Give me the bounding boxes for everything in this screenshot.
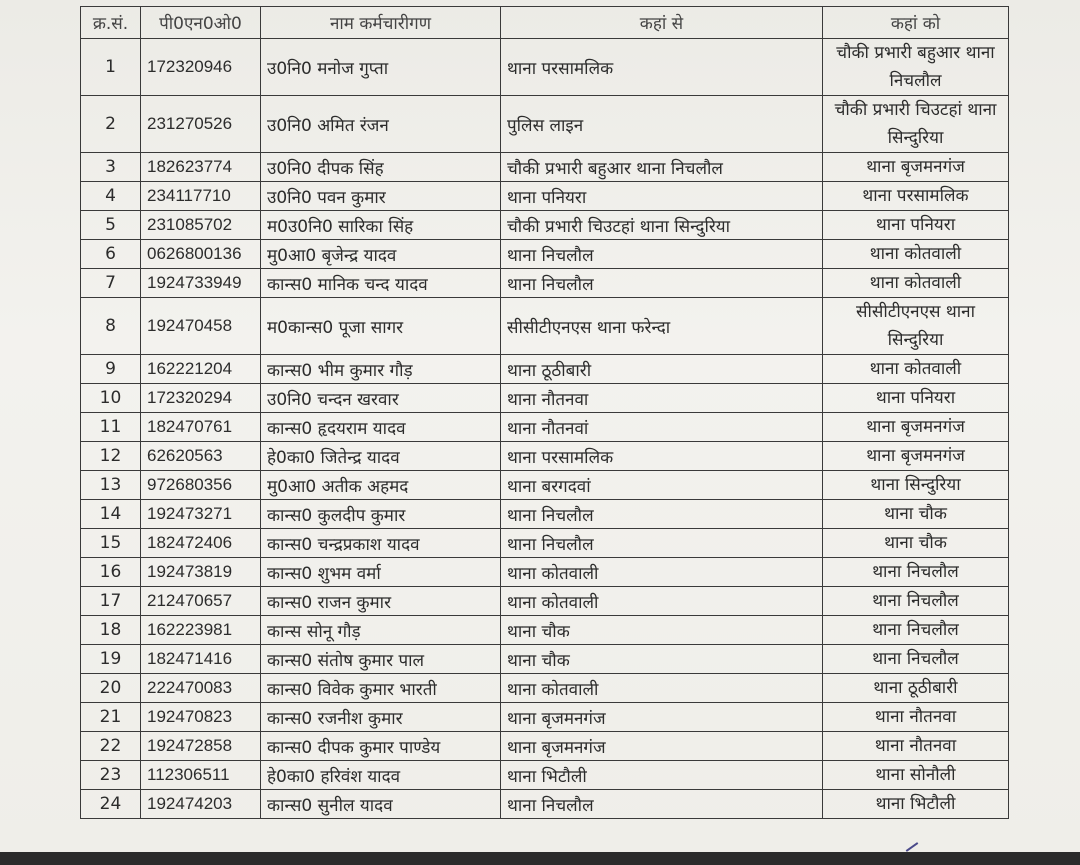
cell-from: चौकी प्रभारी बहुआर थाना निचलौल bbox=[501, 153, 823, 182]
cell-employee-name: उ0नि0 मनोज गुप्ता bbox=[261, 39, 501, 96]
cell-pno: 112306511 bbox=[141, 761, 261, 790]
cell-serial: 6 bbox=[81, 240, 141, 269]
cell-pno: 182470761 bbox=[141, 413, 261, 442]
cell-to: थाना बृजमनगंज bbox=[823, 153, 1009, 182]
cell-employee-name: मु0आ0 अतीक अहमद bbox=[261, 471, 501, 500]
cell-from: चौकी प्रभारी चिउटहां थाना सिन्दुरिया bbox=[501, 211, 823, 240]
cell-pno: 192470823 bbox=[141, 703, 261, 732]
cell-from: थाना निचलौल bbox=[501, 500, 823, 529]
table-row bbox=[81, 211, 1009, 240]
cell-employee-name: हे0का0 जितेन्द्र यादव bbox=[261, 442, 501, 471]
cell-from: थाना बरगदवां bbox=[501, 471, 823, 500]
cell-from: थाना बृजमनगंज bbox=[501, 732, 823, 761]
table-row bbox=[81, 355, 1009, 384]
cell-serial: 1 bbox=[81, 39, 141, 96]
table-header-row bbox=[81, 7, 1009, 39]
cell-pno: 222470083 bbox=[141, 674, 261, 703]
table-row bbox=[81, 790, 1009, 819]
cell-employee-name: म0उ0नि0 सारिका सिंह bbox=[261, 211, 501, 240]
cell-pno: 212470657 bbox=[141, 587, 261, 616]
cell-employee-name: कान्स0 कुलदीप कुमार bbox=[261, 500, 501, 529]
cell-employee-name: कान्स0 भीम कुमार गौड़ bbox=[261, 355, 501, 384]
cell-to: थाना निचलौल bbox=[823, 645, 1009, 674]
cell-employee-name: कान्स0 हृदयराम यादव bbox=[261, 413, 501, 442]
cell-pno: 231085702 bbox=[141, 211, 261, 240]
cell-to: थाना पनियरा bbox=[823, 384, 1009, 413]
cell-to: थाना निचलौल bbox=[823, 616, 1009, 645]
table-row bbox=[81, 96, 1009, 153]
cell-pno: 1924733949 bbox=[141, 269, 261, 298]
cell-from: थाना कोतवाली bbox=[501, 674, 823, 703]
cell-pno: 231270526 bbox=[141, 96, 261, 153]
cell-from: थाना नौतनवा bbox=[501, 384, 823, 413]
cell-employee-name: उ0नि0 चन्दन खरवार bbox=[261, 384, 501, 413]
cell-serial: 5 bbox=[81, 211, 141, 240]
cell-serial: 9 bbox=[81, 355, 141, 384]
cell-employee-name: उ0नि0 अमित रंजन bbox=[261, 96, 501, 153]
cell-serial: 13 bbox=[81, 471, 141, 500]
cell-employee-name: कान्स0 संतोष कुमार पाल bbox=[261, 645, 501, 674]
cell-from: थाना कोतवाली bbox=[501, 587, 823, 616]
cell-pno: 182471416 bbox=[141, 645, 261, 674]
table-row bbox=[81, 732, 1009, 761]
cell-to: थाना परसामलिक bbox=[823, 182, 1009, 211]
cell-to: थाना कोतवाली bbox=[823, 355, 1009, 384]
cell-from: थाना परसामलिक bbox=[501, 442, 823, 471]
cell-pno: 62620563 bbox=[141, 442, 261, 471]
cell-pno: 172320294 bbox=[141, 384, 261, 413]
cell-pno: 162221204 bbox=[141, 355, 261, 384]
cell-pno: 182623774 bbox=[141, 153, 261, 182]
cell-from: थाना निचलौल bbox=[501, 240, 823, 269]
cell-from: थाना ठूठीबारी bbox=[501, 355, 823, 384]
table-row bbox=[81, 558, 1009, 587]
cell-pno: 192472858 bbox=[141, 732, 261, 761]
table-row bbox=[81, 39, 1009, 96]
cell-serial: 15 bbox=[81, 529, 141, 558]
cell-serial: 2 bbox=[81, 96, 141, 153]
cell-employee-name: म0कान्स0 पूजा सागर bbox=[261, 298, 501, 355]
cell-serial: 11 bbox=[81, 413, 141, 442]
table-row bbox=[81, 645, 1009, 674]
cell-from: थाना कोतवाली bbox=[501, 558, 823, 587]
cell-serial: 14 bbox=[81, 500, 141, 529]
cell-employee-name: कान्स0 चन्द्रप्रकाश यादव bbox=[261, 529, 501, 558]
cell-from: सीसीटीएनएस थाना फरेन्दा bbox=[501, 298, 823, 355]
cell-pno: 192473271 bbox=[141, 500, 261, 529]
cell-to: सीसीटीएनएस थाना सिन्दुरिया bbox=[823, 298, 1009, 355]
cell-from: थाना चौक bbox=[501, 645, 823, 674]
table-row bbox=[81, 153, 1009, 182]
cell-pno: 192473819 bbox=[141, 558, 261, 587]
header-serial: क्र.सं. bbox=[81, 7, 141, 39]
cell-to: चौकी प्रभारी बहुआर थाना निचलौल bbox=[823, 39, 1009, 96]
cell-to: थाना पनियरा bbox=[823, 211, 1009, 240]
cell-serial: 8 bbox=[81, 298, 141, 355]
cell-employee-name: उ0नि0 पवन कुमार bbox=[261, 182, 501, 211]
cell-to: थाना नौतनवा bbox=[823, 732, 1009, 761]
cell-serial: 24 bbox=[81, 790, 141, 819]
table-body bbox=[81, 39, 1009, 819]
photo-background-strip bbox=[0, 852, 1080, 865]
table-row bbox=[81, 587, 1009, 616]
cell-pno: 234117710 bbox=[141, 182, 261, 211]
cell-serial: 4 bbox=[81, 182, 141, 211]
header-from: कहां से bbox=[501, 7, 823, 39]
cell-to: थाना कोतवाली bbox=[823, 269, 1009, 298]
cell-pno: 0626800136 bbox=[141, 240, 261, 269]
cell-employee-name: कान्स0 विवेक कुमार भारती bbox=[261, 674, 501, 703]
table-row bbox=[81, 761, 1009, 790]
transfer-table bbox=[80, 6, 1009, 819]
cell-from: थाना निचलौल bbox=[501, 790, 823, 819]
cell-employee-name: हे0का0 हरिवंश यादव bbox=[261, 761, 501, 790]
cell-to: थाना कोतवाली bbox=[823, 240, 1009, 269]
cell-serial: 16 bbox=[81, 558, 141, 587]
cell-serial: 19 bbox=[81, 645, 141, 674]
header-to: कहां को bbox=[823, 7, 1009, 39]
cell-from: थाना पनियरा bbox=[501, 182, 823, 211]
table-row bbox=[81, 471, 1009, 500]
cell-serial: 12 bbox=[81, 442, 141, 471]
cell-employee-name: उ0नि0 दीपक सिंह bbox=[261, 153, 501, 182]
table-row bbox=[81, 413, 1009, 442]
cell-serial: 20 bbox=[81, 674, 141, 703]
cell-pno: 192474203 bbox=[141, 790, 261, 819]
cell-employee-name: मु0आ0 बृजेन्द्र यादव bbox=[261, 240, 501, 269]
cell-pno: 192470458 bbox=[141, 298, 261, 355]
cell-from: थाना चौक bbox=[501, 616, 823, 645]
cell-employee-name: कान्स0 मानिक चन्द यादव bbox=[261, 269, 501, 298]
cell-to: थाना भिटौली bbox=[823, 790, 1009, 819]
cell-pno: 972680356 bbox=[141, 471, 261, 500]
cell-serial: 17 bbox=[81, 587, 141, 616]
cell-serial: 7 bbox=[81, 269, 141, 298]
cell-to: थाना नौतनवा bbox=[823, 703, 1009, 732]
cell-serial: 21 bbox=[81, 703, 141, 732]
cell-to: थाना चौक bbox=[823, 529, 1009, 558]
cell-employee-name: कान्स0 राजन कुमार bbox=[261, 587, 501, 616]
table-row bbox=[81, 384, 1009, 413]
cell-to: थाना सोनौली bbox=[823, 761, 1009, 790]
cell-employee-name: कान्स0 शुभम वर्मा bbox=[261, 558, 501, 587]
cell-pno: 162223981 bbox=[141, 616, 261, 645]
cell-employee-name: कान्स0 सुनील यादव bbox=[261, 790, 501, 819]
table-row bbox=[81, 298, 1009, 355]
header-pno: पी0एन0ओ0 bbox=[141, 7, 261, 39]
cell-to: थाना निचलौल bbox=[823, 587, 1009, 616]
cell-from: थाना निचलौल bbox=[501, 529, 823, 558]
cell-to: थाना बृजमनगंज bbox=[823, 442, 1009, 471]
table-row bbox=[81, 616, 1009, 645]
cell-employee-name: कान्स0 दीपक कुमार पाण्डेय bbox=[261, 732, 501, 761]
cell-from: थाना परसामलिक bbox=[501, 39, 823, 96]
table-row bbox=[81, 240, 1009, 269]
cell-serial: 23 bbox=[81, 761, 141, 790]
cell-from: थाना भिटौली bbox=[501, 761, 823, 790]
cell-employee-name: कान्स0 रजनीश कुमार bbox=[261, 703, 501, 732]
cell-serial: 18 bbox=[81, 616, 141, 645]
cell-to: थाना सिन्दुरिया bbox=[823, 471, 1009, 500]
table-row bbox=[81, 182, 1009, 211]
table-row bbox=[81, 500, 1009, 529]
cell-employee-name: कान्स सोनू गौड़ bbox=[261, 616, 501, 645]
cell-to: थाना ठूठीबारी bbox=[823, 674, 1009, 703]
cell-to: थाना निचलौल bbox=[823, 558, 1009, 587]
table-row bbox=[81, 674, 1009, 703]
cell-from: थाना नौतनवां bbox=[501, 413, 823, 442]
table-row bbox=[81, 529, 1009, 558]
cell-to: थाना बृजमनगंज bbox=[823, 413, 1009, 442]
cell-to: थाना चौक bbox=[823, 500, 1009, 529]
header-name: नाम कर्मचारीगण bbox=[261, 7, 501, 39]
cell-from: थाना निचलौल bbox=[501, 269, 823, 298]
cell-pno: 172320946 bbox=[141, 39, 261, 96]
table-row bbox=[81, 703, 1009, 732]
cell-serial: 10 bbox=[81, 384, 141, 413]
cell-pno: 182472406 bbox=[141, 529, 261, 558]
cell-serial: 3 bbox=[81, 153, 141, 182]
cell-from: थाना बृजमनगंज bbox=[501, 703, 823, 732]
table-row bbox=[81, 269, 1009, 298]
cell-to: चौकी प्रभारी चिउटहां थाना सिन्दुरिया bbox=[823, 96, 1009, 153]
table-row bbox=[81, 442, 1009, 471]
cell-from: पुलिस लाइन bbox=[501, 96, 823, 153]
cell-serial: 22 bbox=[81, 732, 141, 761]
